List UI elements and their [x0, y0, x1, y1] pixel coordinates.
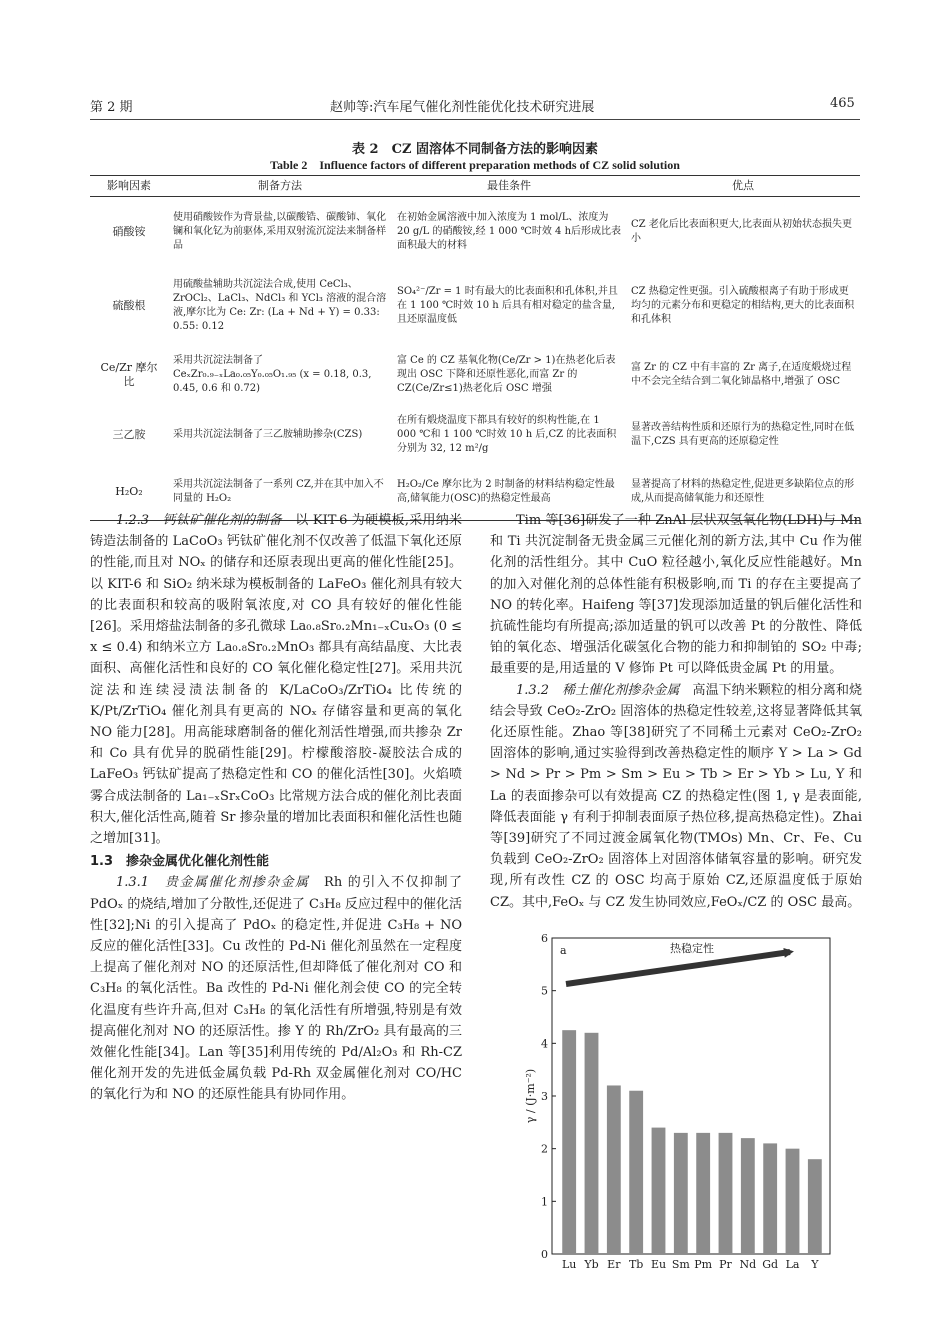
bars — [562, 1030, 822, 1254]
x-tick-label: Yb — [584, 1258, 599, 1271]
x-tick-label: Gd — [762, 1258, 779, 1271]
table-row — [90, 267, 860, 345]
table-cell-advantage: 富 Zr 的 CZ 中有丰富的 Zr 离子,在适度煅烧过程中不会完全结合到二氧化铈晶格中,增强了 OSC — [631, 361, 852, 387]
y-tick-label: 2 — [541, 1142, 548, 1156]
x-tick-label: Lu — [561, 1258, 577, 1271]
table-cell-factor: 三乙胺 — [112, 427, 146, 441]
bar-nd — [741, 1138, 755, 1254]
running-title: 赵帅等:汽车尾气催化剂性能优化技术研究进展 — [330, 100, 595, 115]
section-heading-1-3-2: 1.3.2 稀土催化剂掺杂金属 — [516, 682, 680, 698]
table-cell-factor: H₂O₂ — [90, 465, 168, 521]
header-rule — [90, 119, 860, 120]
bar-tb — [629, 1091, 643, 1254]
bar-lu — [562, 1030, 576, 1254]
table-cell-factor: 硫酸根 — [112, 298, 146, 312]
table-cell-condition: SO₄²⁻/Zr = 1 时有最大的比表面积和孔体积,并且在 1 100 ℃时效 10 h 后具有相对稳定的盐含量,且还原温度低 — [397, 285, 618, 325]
table-cell-method: 采用共沉淀法制备了 CeₓZr₀.₉₋ₓLa₀.₀₅Y₀.₀₅O₁.₉₅ (x = 0.18, 0.3, 0.45, 0.6 和 0.72) — [173, 354, 372, 394]
table-header-row — [90, 176, 860, 197]
page-number: 465 — [830, 96, 855, 111]
bar-pr — [719, 1133, 733, 1254]
table-header-condition: 最佳条件 — [392, 176, 626, 197]
x-tick-label: Y — [811, 1258, 819, 1271]
y-tick-label: 1 — [541, 1195, 548, 1209]
body-paragraph: Rh 的引入不仅抑制了 PdOₓ 的烧结,增加了分散性,还促进了 C₃H₈ 反应过程中的催化活性[32];Ni 的引入提高了 PdOₓ 的稳定性,并促进 C₃H₈ + NO 反应的催化活性[33]。Cu 改性的 Pd-Ni 催化剂虽然在一定程度上提高了催化剂对 NO 的还原活性,但却降低了催化剂对 CO 和 C₃H₈ 的氧化活性。Ba 改性的 Pd-Ni 催化剂会使 CO 的完全转化温度有些许升高,但对 C₃H₈ 的氧化活性有所增强,特别是有效提高催化剂对 NO 的还原活性。掺 Y 的 Rh/ZrO₂ 具有最高的三效催化性能[34]。Lan 等[35]利用传统的 Pd/Al₂O₃ 和 Rh-CZ 催化剂开发的先进低金属负载 Pd-Rh 双金属催化剂对 CO/HC 的氧化行为和 NO 的还原性能具有协同作用。 — [90, 875, 463, 1103]
y-tick-label: 0 — [541, 1248, 548, 1261]
section-heading-1-3: 1.3 掺杂金属优化催化剂性能 — [90, 854, 270, 870]
bar-er — [607, 1085, 621, 1254]
y-tick-label: 6 — [541, 932, 548, 945]
table-caption-cn: 表 2 CZ 固溶体不同制备方法的影响因素 — [352, 142, 598, 157]
y-tick-label: 3 — [541, 1090, 548, 1103]
panel-label: a — [560, 944, 567, 957]
x-tick-label: La — [785, 1258, 800, 1271]
x-tick-label: Nd — [739, 1258, 757, 1271]
x-tick-label: Tb — [628, 1258, 644, 1271]
bar-pm — [696, 1133, 710, 1254]
x-tick-label: Pr — [719, 1258, 732, 1271]
bar-y — [808, 1159, 822, 1254]
y-axis-title: γ / (J·m⁻²) — [524, 1068, 537, 1124]
x-tick-label: Pm — [694, 1258, 713, 1271]
table-cell-method: 用硫酸盐辅助共沉淀法合成,使用 CeCl₃、ZrOCl₂、LaCl₃、NdCl₃ 和 YCl₃ 溶液的混合溶液,摩尔比为 Ce: Zr: (La + Nd + Y) = 0.33: 0.55: 0.12 — [173, 278, 387, 332]
table-row — [90, 345, 860, 405]
table-cell-advantage: 显著提高了材料的热稳定性,促进更多缺陷位点的形成,从而提高储氧能力和还原性 — [626, 465, 860, 521]
body-paragraph: Tim 等[36]研发了一种 ZnAl 层状双氢氧化物(LDH)与 Mn 和 Ti 共沉淀制备无贵金属三元催化剂的新方法,其中 Cu 作为催化剂的活性组分。其中 CuO 粒径越小,氧化反应性能越好。Mn 的加入对催化剂的总体性能有积极影响,而 Ti 的存在主要提高了 NO 的转化率。Haifeng 等[37]发现添加适量的钒后催化活性和抗硫性能均有所提高;添加适量的钒可以改善 Pt 的分散性、降低铂的氧化态、增强活化碳氢化合物的能力和抑制铂的 SO₂ 中毒;最重要的是,用适量的 V 修饰 Pt 可以降低贵金属 Pt 的用量。 — [490, 513, 862, 677]
section-1-3-1 — [90, 872, 462, 1105]
table-cell-method: 采用共沉淀法制备了三乙胺辅助掺杂(CZS) — [173, 428, 363, 440]
table-cell-advantage: CZ 老化后比表面积更大,比表面从初始状态损失更小 — [631, 218, 852, 244]
bar-gd — [763, 1143, 777, 1254]
bar-sm — [674, 1133, 688, 1254]
y-axis-ticks — [541, 932, 556, 1261]
table-cell-factor: Ce/Zr 摩尔比 — [100, 360, 158, 388]
y-tick-label: 5 — [541, 984, 548, 998]
bar-la — [786, 1149, 800, 1254]
section-heading-1-3-1: 1.3.1 贵金属催化剂掺杂金属 — [116, 875, 310, 891]
section-1-2-3 — [90, 510, 462, 849]
table-header-factor: 影响因素 — [90, 176, 168, 197]
table-cell-condition: H₂O₂/Ce 摩尔比为 2 时制备的材料结构稳定性最高,储氧能力(OSC)的热稳定性最高 — [392, 465, 626, 521]
left-column — [90, 510, 462, 1106]
right-column — [490, 510, 862, 913]
table-header-advantage: 优点 — [626, 176, 860, 197]
x-tick-label: Er — [607, 1258, 621, 1271]
table-2 — [90, 175, 860, 521]
table-cell-factor: 硝酸铵 — [112, 224, 146, 238]
table-cell-advantage: CZ 热稳定性更强。引入硫酸根离子有助于形成更均匀的元素分布和更稳定的相结构,更大的比表面积和孔体积 — [631, 285, 855, 325]
table-row — [90, 197, 860, 267]
table-cell-advantage: 显著改善结构性质和还原行为的热稳定性,同时在低温下,CZS 具有更高的还原稳定性 — [631, 421, 855, 447]
x-tick-label: Sm — [671, 1258, 690, 1271]
table-header-method: 制备方法 — [168, 176, 392, 197]
bar-eu — [652, 1128, 666, 1254]
body-paragraph: 以 KIT-6 为硬模板,采用纳米铸造法制备的 LaCoO₃ 钙钛矿催化剂不仅改善了低温下氧化还原的性能,而且对 NOₓ 的储存和还原表现出更高的催化性能[25]。以 KIT-6 和 SiO₂ 纳米球为模板制备的 LaFeO₃ 催化剂具有较大的比表面积和较高的吸附氧浓度,对 CO 具有较好的催化性能[26]。采用熔盐法制备的多孔微球 La₀.₈Sr₀.₂Mn₁₋ₓCuₓO₃ (0 ≤ x ≤ 0.4) 和纳米立方 La₀.₈Sr₀.₂MnO₃ 都具有高结晶度、大比表面积、高催化活性和良好的 CO 氧化催化稳定性[27]。采用共沉淀法和连续浸渍法制备的 K/LaCoO₃/ZrTiO₄ 比传统的 K/Pt/ZrTiO₄ 催化剂具有更高的 NOₓ 存储容量和更高的氧化 NO 能力[28]。用高能球磨制备的催化剂活性增强,而共掺杂 Zr 和 Co 具有优异的脱硝性能[29]。柠檬酸溶胶-凝胶法合成的 LaFeO₃ 钙钛矿提高了热稳定性和 CO 的催化活性[30]。火焰喷雾合成法制备的 La₁₋ₓSrₓCoO₃ 比常规方法合成的催化剂比表面积大,催化活性高,随着 Sr 掺杂量的增加比表面积和催化活性也随之增加[31]。 — [90, 513, 462, 847]
trend-annotation: 热稳定性 — [670, 942, 714, 955]
body-paragraph: 高温下纳米颗粒的相分离和烧结会导致 CeO₂-ZrO₂ 固溶体的热稳定性较差,这将显著降低其氧化还原性能。Zhao 等[38]研究了不同稀土元素对 CeO₂-ZrO₂ 固溶体的影响,通过实验得到改善热稳定性的顺序 Y > La > Gd > Nd > Pr > Pm > Sm > Eu > Tb > Er > Yb > Lu, Y 和 La 的表面掺杂可以有效提高 CZ 的热稳定性(图 1, γ 是表面能,降低表面能 γ 有利于抑制表面原子热位移,提高热稳定性)。Zhai 等[39]研究了不同过渡金属氧化物(TMOs) Mn、Cr、Fe、Cu 负载到 CeO₂-ZrO₂ 固溶体上对固溶体储氧容量的影响。研究发现,所有改性 CZ 的 OSC 均高于原始 CZ,还原温度低于原始 CZ。其中,FeOₓ 与 CZ 发生协同效应,FeOₓ/CZ 的 OSC 最高。 — [490, 682, 862, 910]
trend-arrow — [566, 952, 790, 984]
table-cell-condition: 在初始金属溶液中加入浓度为 1 mol/L、浓度为 20 g/L 的硝酸铵,经 1 000 ℃时效 4 h后形成比表面积最大的材料 — [397, 211, 622, 251]
table-caption-en: Table 2 Influence factors of different preparation methods of CZ solid solution — [270, 158, 680, 172]
table-cell-method: 使用硝酸铵作为背景盐,以碳酸锆、碳酸铈、氧化镧和氧化钇为前驱体,采用双射流沉淀法来制备样品 — [173, 211, 387, 251]
table-cell-condition: 富 Ce 的 CZ 基氧化物(Ce/Zr > 1)在热老化后表现出 OSC 下降和还原性恶化,而富 Zr 的 CZ(Ce/Zr≤1)热老化后 OSC 增强 — [397, 354, 616, 394]
bar-yb — [585, 1033, 599, 1254]
section-heading-1-2-3: 1.2.3 钙钛矿催化剂的制备 — [116, 513, 282, 528]
y-tick-label: 4 — [541, 1037, 548, 1051]
x-tick-label: Eu — [650, 1258, 667, 1271]
table-row — [90, 405, 860, 465]
section-1-3-2 — [490, 680, 862, 913]
journal-issue: 第 2 期 — [90, 100, 133, 115]
figure-1a-chart — [520, 932, 845, 1280]
x-axis-labels — [562, 1258, 819, 1271]
table-cell-condition: 在所有煅烧温度下都具有较好的织构性能,在 1 000 ℃和 1 100 ℃时效 10 h 后,CZ 的比表面积分别为 32, 12 m²/g — [397, 414, 617, 454]
table-cell-method: 采用共沉淀法制备了一系列 CZ,并在其中加入不同量的 H₂O₂ — [168, 465, 392, 521]
